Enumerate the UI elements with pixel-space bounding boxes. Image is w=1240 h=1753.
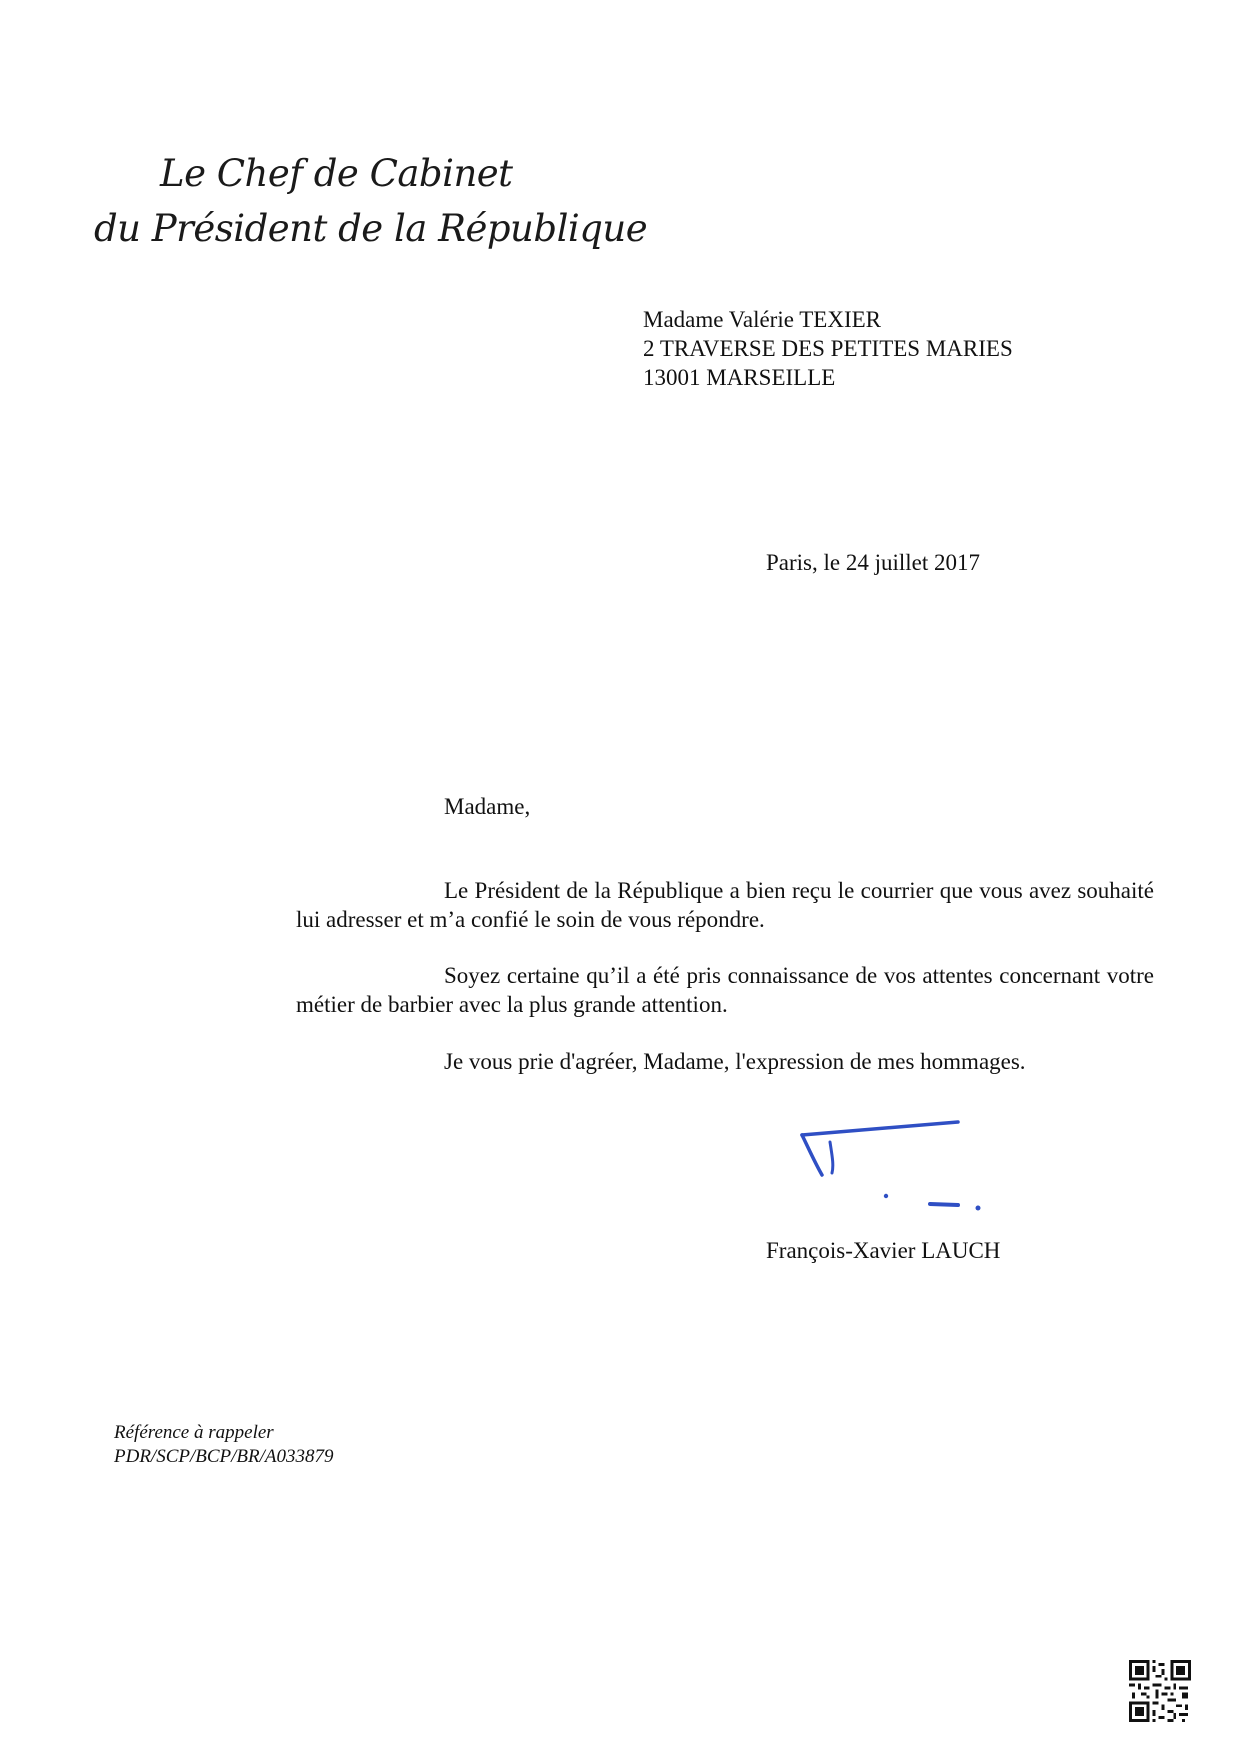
reference-code: PDR/SCP/BCP/BR/A033879	[114, 1446, 334, 1467]
letterhead-line-1: Le Chef de Cabinet	[160, 152, 513, 195]
body-paragraph-1-text: Le Président de la République a bien reçu le courrier que vous avez souhaité lui adresser et m’a confié le soin de vous répondre.	[296, 878, 1154, 932]
closing-formula: Je vous prie d'agréer, Madame, l'expression de mes hommages.	[444, 1049, 1026, 1074]
salutation: Madame,	[444, 794, 531, 819]
signatory-name: François-Xavier LAUCH	[766, 1238, 1001, 1263]
body-paragraph-2	[296, 961, 1154, 1019]
body-paragraph-1	[296, 876, 1154, 934]
recipient-name: Madame Valérie TEXIER	[643, 307, 882, 332]
reference-label: Référence à rappeler	[114, 1422, 274, 1443]
recipient-address	[643, 305, 1013, 392]
letter-date: Paris, le 24 juillet 2017	[766, 550, 981, 575]
handwritten-signature	[790, 1115, 990, 1215]
letterhead-line-2: du Président de la République	[94, 207, 648, 250]
qr-code-icon	[1129, 1660, 1191, 1722]
reference-block	[114, 1421, 334, 1469]
body-paragraph-2-text: Soyez certaine qu’il a été pris connaissance de vos attentes concernant votre métier de barbier avec la plus grande attention.	[296, 963, 1154, 1017]
recipient-street: 2 TRAVERSE DES PETITES MARIES	[643, 336, 1013, 361]
recipient-city: 13001 MARSEILLE	[643, 365, 836, 390]
